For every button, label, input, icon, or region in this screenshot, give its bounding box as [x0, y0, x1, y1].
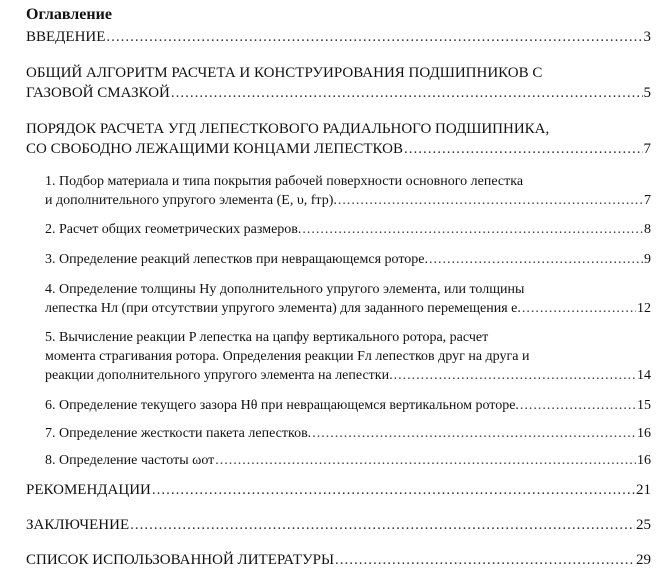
toc-entry-text: лепестка Hл (при отсутствии упругого элемента) для заданного перемещения e.: [45, 301, 521, 316]
toc-entry-section-8[interactable]: [45, 451, 651, 470]
leader-dots: [522, 299, 636, 318]
toc-entry-introduction[interactable]: [26, 27, 651, 47]
leader-dots: [312, 424, 636, 443]
toc-entry-text: 2. Расчет общих геометрических размеров.: [45, 222, 302, 237]
toc-entry-text: ПОРЯДОК РАСЧЕТА УГД ЛЕПЕСТКОВОГО РАДИАЛЬНОГО ПОДШИПНИКА,: [26, 121, 550, 137]
toc-entry-section-5[interactable]: [45, 328, 651, 385]
toc-entry-section-4[interactable]: [45, 280, 651, 318]
toc-entry-text: ГАЗОВОЙ СМАЗКОЙ: [26, 85, 170, 101]
leader-dots: [335, 550, 635, 570]
page-number: 12: [637, 301, 651, 316]
toc-entry-text: ЗАКЛЮЧЕНИЕ: [26, 517, 130, 533]
leader-dots: [152, 480, 635, 500]
toc-entry-recommendations[interactable]: [26, 480, 651, 500]
toc-entry-text: СО СВОБОДНО ЛЕЖАЩИМИ КОНЦАМИ ЛЕПЕСТКОВ: [26, 141, 404, 157]
leader-dots: [171, 83, 643, 103]
toc-entry-text: ОБЩИЙ АЛГОРИТМ РАСЧЕТА И КОНСТРУИРОВАНИЯ ПОДШИПНИКОВ С: [26, 65, 543, 81]
toc-entry-text: момента страгивания ротора. Определения реакции Fл лепестков друг на друга и: [45, 349, 530, 364]
toc-entry-section-7[interactable]: [45, 424, 651, 443]
toc-entry-section-1[interactable]: [45, 172, 651, 210]
page-number: 7: [644, 193, 651, 208]
toc-entry-text: 6. Определение текущего зазора Hθ при невращающемся вертикальном роторе.: [45, 398, 519, 413]
toc-entry-text: 3. Определение реакций лепестков при невращающемся роторе.: [45, 252, 428, 267]
page-number: 29: [636, 552, 651, 568]
toc-entry-text: 8. Определение частоты ωот: [45, 453, 215, 468]
toc-entry-text: 7. Определение жесткости пакета лепестков.: [45, 426, 312, 441]
page-number: 8: [644, 222, 651, 237]
page-number: 9: [644, 252, 651, 267]
toc-entry-text: ВВЕДЕНИЕ: [26, 29, 106, 45]
toc-entry-section-6[interactable]: [45, 396, 651, 415]
page-number: 16: [637, 453, 651, 468]
toc-entry-text: и дополнительного упругого элемента (E, υ, fтр).: [45, 193, 337, 208]
toc-entry-general-algorithm[interactable]: [26, 63, 651, 103]
page-number: 14: [637, 368, 651, 383]
page-number: 25: [636, 517, 651, 533]
leader-dots: [404, 139, 642, 159]
leader-dots: [338, 191, 643, 210]
page-number: 3: [643, 29, 651, 45]
page-number: 15: [637, 398, 651, 413]
leader-dots: [520, 396, 636, 415]
toc-entry-text: 4. Определение толщины Hу дополнительного упругого элемента, или толщины: [45, 282, 525, 297]
toc-entry-text: СПИСОК ИСПОЛЬЗОВАННОЙ ЛИТЕРАТУРЫ: [26, 552, 335, 568]
toc-entry-text: 1. Подбор материала и типа покрытия рабочей поверхности основного лепестка: [45, 174, 524, 189]
toc-entry-references[interactable]: [26, 550, 651, 570]
toc-entry-section-2[interactable]: [45, 220, 651, 239]
toc-entry-calculation-procedure[interactable]: [26, 119, 651, 159]
page-number: 7: [643, 141, 651, 157]
page-number: 21: [636, 482, 651, 498]
leader-dots: [394, 366, 636, 385]
leader-dots: [429, 250, 643, 269]
toc-entry-text: реакции дополнительного упругого элемента на лепестки.: [45, 368, 393, 383]
toc-title: Оглавление: [26, 6, 112, 23]
leader-dots: [215, 451, 636, 470]
page-number: 16: [637, 426, 651, 441]
leader-dots: [302, 220, 643, 239]
page-number: 5: [643, 85, 651, 101]
leader-dots: [130, 515, 635, 535]
leader-dots: [106, 27, 642, 47]
toc-entry-text: 5. Вычисление реакции P лепестка на цапфу вертикального ротора, расчет: [45, 330, 489, 345]
toc-entry-section-3[interactable]: [45, 250, 651, 269]
toc-entry-conclusion[interactable]: [26, 515, 651, 535]
toc-entry-text: РЕКОМЕНДАЦИИ: [26, 482, 151, 498]
